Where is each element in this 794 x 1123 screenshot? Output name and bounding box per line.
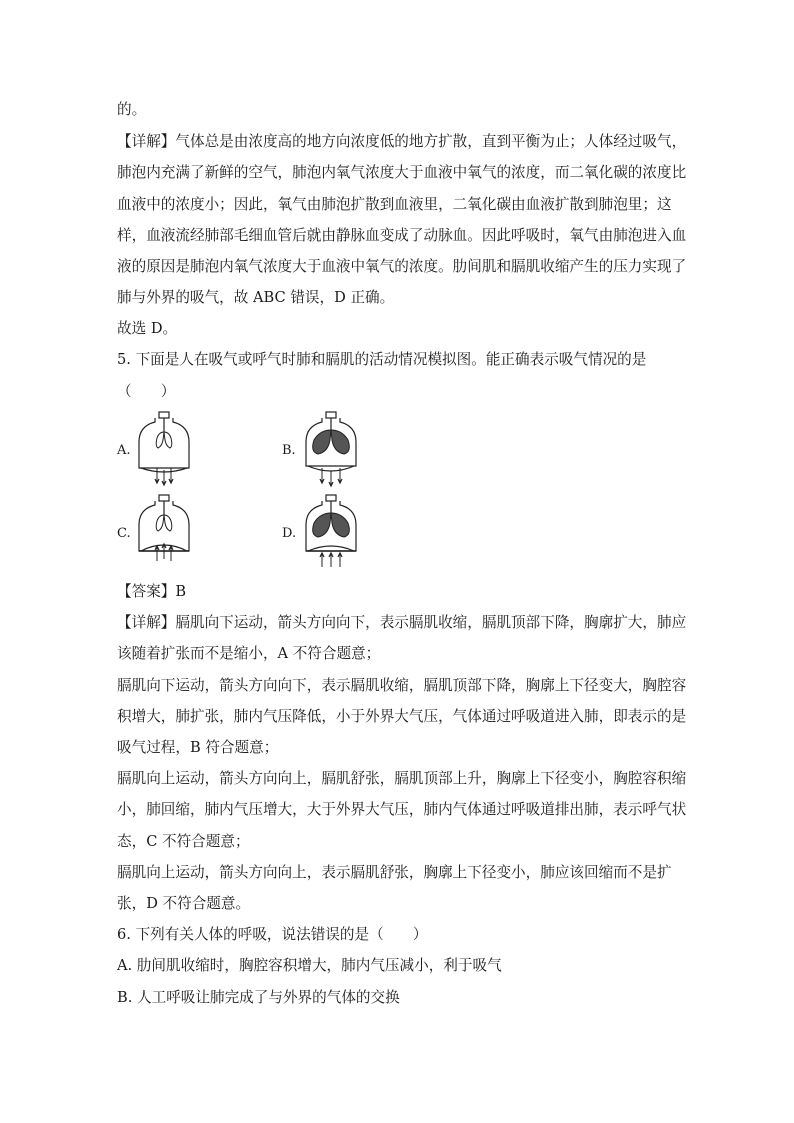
text-line: 肺泡内充满了新鲜的空气，肺泡内氧气浓度大于血液中氧气的浓度，而二氧化碳的浓度比 [117,164,687,181]
text-line: 膈肌向上运动，箭头方向向上，膈肌舒张，膈肌顶部上升，胸廓上下径变小，胸腔容积缩 [117,770,687,787]
text-line: 血液中的浓度小；因此，氧气由肺泡扩散到血液里，二氧化碳由血液扩散到肺泡里；这 [117,196,672,213]
option-d-label: D. [282,526,297,541]
text-line: 肺与外界的吸气，故 ABC 错误，D 正确。 [117,289,395,306]
text-line: 吸气过程，B 符合题意； [117,739,279,756]
figure-option-d [300,493,362,571]
figure-option-c [133,493,195,571]
figure-option-b [300,410,362,488]
text-line: 样，血液流经肺部毛细血管后就由静脉血变成了动脉血。因此呼吸时，氧气由肺泡进入血 [117,227,687,244]
text-line: 该随着扩张而不是缩小，A 不符合题意； [117,645,381,662]
option-c-label: C. [117,526,131,541]
option-b-label: B. [282,443,296,458]
text-line: 【详解】膈肌向下运动，箭头方向向下，表示膈肌收缩，膈肌顶部下降，胸廓扩大，肺应 [117,614,687,631]
text-line: 膈肌向上运动，箭头方向向上，表示膈肌舒张，胸廓上下径变小，肺应该回缩而不是扩 [117,864,672,881]
answer-blank: （ ） [117,383,176,400]
text-line: 张，D 不符合题意。 [117,895,251,912]
figure-option-a [133,410,195,488]
text-line: 膈肌向下运动，箭头方向向下，表示膈肌收缩，膈肌顶部下降，胸廓上下径变大，胸腔容 [117,677,687,694]
text-line: 态，C 不符合题意； [117,833,250,850]
option-b-text: B. 人工呼吸让肺完成了与外界的气体的交换 [117,989,400,1006]
option-a-label: A. [117,443,131,458]
option-a-text: A. 肋间肌收缩时，胸腔容积增大，肺内气压减小，利于吸气 [117,957,502,974]
text-line: 液的原因是肺泡内氧气浓度大于血液中氧气的浓度。肋间肌和膈肌收缩产生的压力实现了 [117,258,687,275]
question-6: 6. 下列有关人体的呼吸，说法错误的是（ ） [117,926,428,943]
text-line: 小，肺回缩，肺内气压增大，大于外界大气压，肺内气体通过呼吸道排出肺，表示呼气状 [117,801,687,818]
question-5: 5. 下面是人在吸气或呼气时肺和膈肌的活动情况模拟图。能正确表示吸气情况的是 [117,351,647,368]
answer-line: 【答案】B [117,583,187,600]
text-line: 故选 D。 [117,320,178,337]
text-line: 的。 [117,101,147,118]
text-line: 【详解】气体总是由浓度高的地方向浓度低的地方扩散，直到平衡为止；人体经过吸气， [117,133,687,150]
text-line: 积增大，肺扩张，肺内气压降低，小于外界大气压，气体通过呼吸道进入肺，即表示的是 [117,708,687,725]
